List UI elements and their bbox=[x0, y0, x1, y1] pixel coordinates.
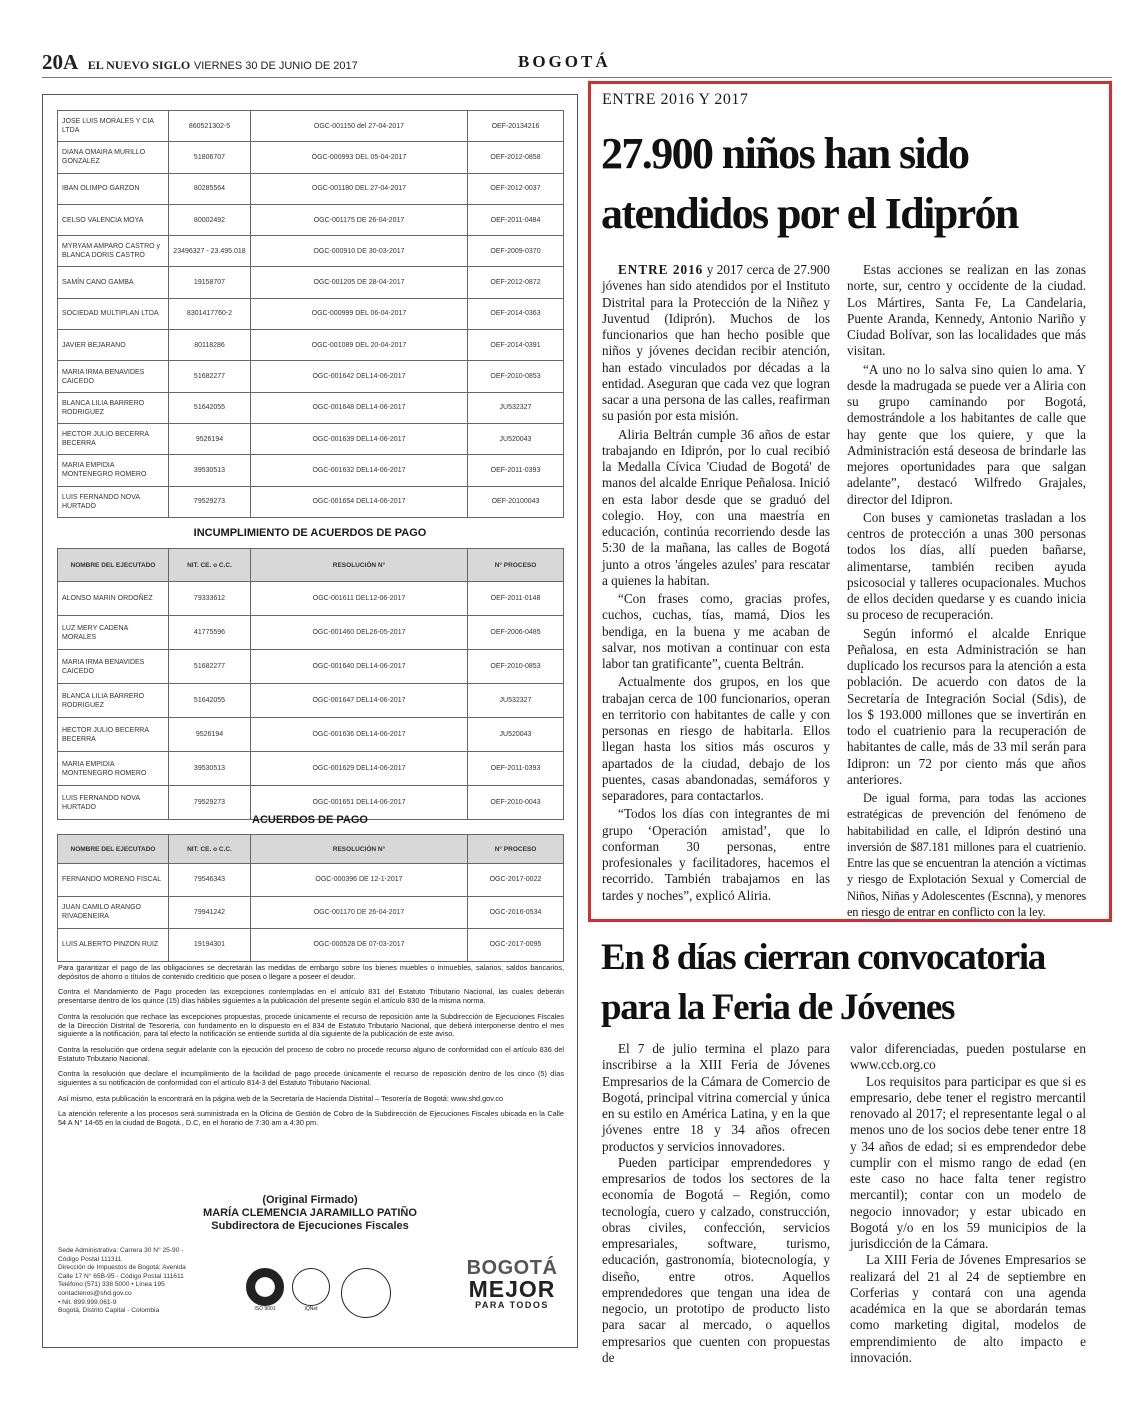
table-cell: MARIA IRMA BENAVIDES CAICEDO bbox=[58, 361, 169, 392]
table-cell: 51682277 bbox=[169, 650, 251, 684]
address-line: Sede Administrativa: Carrera 30 N° 25-90 - bbox=[58, 1247, 184, 1254]
table-cell: OEF-20100043 bbox=[468, 486, 564, 517]
icontec-label: ISO 9001 bbox=[254, 1306, 276, 1312]
table-cell: OEF-2012-0858 bbox=[468, 142, 564, 173]
table-cell: LUIS FERNANDO NOVA HURTADO bbox=[58, 786, 169, 820]
table-cell: 41775596 bbox=[169, 616, 251, 650]
article-paragraph: Con buses y camionetas trasladan a los centros de protección a unas 300 personas todos los días, allí pueden bañarse, alimentarse, también reciben ayuda psicosocial y talleres ocupacionales. Muchos de ellos deciden quedarse y es cuando inicia su proceso de recuperación. bbox=[847, 509, 1086, 623]
signed-note: (Original Firmado) bbox=[262, 1194, 358, 1206]
legal-paragraph: Contra la resolución que declare el incumplimiento de la facilidad de pago procede únicamente el recurso de reposición dentro de los cinco (5) días siguientes a su notificación de conformidad con el artículo 814-3 del Estatuto Tributario Nacional. bbox=[58, 1069, 564, 1088]
table-row bbox=[58, 650, 564, 684]
table-cell: OGC-001089 DEL 20-04-2017 bbox=[251, 330, 468, 361]
table-row bbox=[58, 330, 564, 361]
table-cell: OEF-2014-0391 bbox=[468, 330, 564, 361]
table-cell: 51806707 bbox=[169, 142, 251, 173]
acuerdos-table bbox=[57, 834, 564, 962]
table-header-cell: NIT. CE. o C.C. bbox=[169, 549, 251, 582]
table-cell: OGC-2017-0022 bbox=[468, 864, 564, 897]
table-cell: 51682277 bbox=[169, 361, 251, 392]
table-cell: OGC-000528 DE 07-03-2017 bbox=[251, 929, 468, 962]
table-row bbox=[58, 486, 564, 517]
legal-paragraph: Para garantizar el pago de las obligaciones se decretarán las medidas de embargo sobre los bienes muebles o inmuebles, salarios, saldos bancarios, depósitos de ahorro o títulos de contenido crediticio que posea o llegare a poseer el deudor. bbox=[58, 963, 564, 981]
table-cell: JU520043 bbox=[468, 423, 564, 454]
table-cell: OGC-000910 DE 30-03-2017 bbox=[251, 236, 468, 267]
table-cell: 51642055 bbox=[169, 392, 251, 423]
table-cell: OGC-001629 DEL14-06-2017 bbox=[251, 752, 468, 786]
table-header-cell: RESOLUCIÓN N° bbox=[251, 549, 468, 582]
article-paragraph: Pueden participar emprendedores y empresarios de todos los sectores de la economía de Bogotá – Región, como tecnología, cuero y calzado, construcción, obras civiles, confección, servicios empresariales, software, turismo, educación, gastronomía, biotecnología, y diseño, entre otros. Aquellos emprendedores que tengan una idea de negocio, un prototipo de producto listo para sacar al mercado, o aquellos empresarios que cuenten con propuestas de bbox=[602, 1154, 830, 1365]
table-header-cell: NIT. CE. o C.C. bbox=[169, 835, 251, 864]
table-cell: JOSE LUIS MORALES Y CIA LTDA bbox=[58, 111, 169, 142]
table-cell: OEF-2011-0393 bbox=[468, 455, 564, 486]
address-line: Código Postal 111311 bbox=[58, 1255, 122, 1263]
table-cell: OEF-2014-0363 bbox=[468, 298, 564, 329]
table-cell: JU532327 bbox=[468, 684, 564, 718]
table-cell: LUIS FERNANDO NOVA HURTADO bbox=[58, 486, 169, 517]
table-cell: OGC-000396 DE 12-1-2017 bbox=[251, 864, 468, 897]
table-cell: OGC-001205 DE 28-04-2017 bbox=[251, 267, 468, 298]
table-cell: HECTOR JULIO BECERRA BECERRA bbox=[58, 718, 169, 752]
legal-paragraph: Contra la resolución que ordena seguir adelante con la ejecución del proceso de cobro no procede recurso alguno de conformidad con el artículo 836 del Estatuto Tributario Nacional. bbox=[58, 1044, 564, 1063]
legal-paragraphs bbox=[58, 964, 564, 1135]
article-paragraph: La XIII Feria de Jóvenes Empresarios se realizará del 21 al 24 de septiembre en Corferias y contará con una agenda académica en la que se abordarán temas como marketing digital, modelos de emprendimiento de alto impacto e innovación. bbox=[850, 1252, 1086, 1365]
address-line: Calle 17 N° 65B-95 - Código Postal 111611 bbox=[58, 1272, 184, 1280]
address-line: • Nit. 899.999.061-9 bbox=[58, 1298, 117, 1306]
table-cell: OGC-000993 DEL 05-04-2017 bbox=[251, 142, 468, 173]
table-cell: FERNANDO MORENO FISCAL bbox=[58, 864, 169, 897]
debtors-table bbox=[57, 110, 564, 518]
address-line: contactenos@shd.gov.co bbox=[58, 1289, 132, 1297]
table-cell: OGC-001639 DEL14-06-2017 bbox=[251, 423, 468, 454]
table-cell: 9526194 bbox=[169, 423, 251, 454]
legal-paragraph: La atención referente a los procesos será suministrada en la Oficina de Gestión de Cobro de la Subdirección de Ejecuciones Fiscales ubicada en la Calle 54 A N° 14-65 en la ciudad de Bogotá., D.C, en el horario de 7:30 am a 4:30 pm. bbox=[58, 1109, 564, 1128]
table-header-cell: N° PROCESO bbox=[468, 549, 564, 582]
office-address bbox=[58, 1247, 238, 1316]
table-cell: OGC-000999 DEL 06-04-2017 bbox=[251, 298, 468, 329]
table-cell: OEF-2010-0043 bbox=[468, 786, 564, 820]
section-name: BOGOTÁ bbox=[518, 52, 611, 71]
table-cell: OEF-2010-0853 bbox=[468, 361, 564, 392]
issue-date: VIERNES 30 DE JUNIO DE 2017 bbox=[193, 60, 358, 72]
article-paragraph: valor diferenciadas, pueden postularse en www.ccb.org.co bbox=[850, 1041, 1086, 1073]
table-row bbox=[58, 361, 564, 392]
table-row bbox=[58, 684, 564, 718]
table-cell: IBAN OLIMPO GARZON bbox=[58, 173, 169, 204]
bogota-mejor-logo bbox=[462, 1258, 562, 1310]
table-cell: 80002492 bbox=[169, 204, 251, 235]
table-cell: JAVIER BEJARANO bbox=[58, 330, 169, 361]
table-cell: SOCIEDAD MULTIPLAN LTDA bbox=[58, 298, 169, 329]
table-cell: 9526194 bbox=[169, 718, 251, 752]
table-cell: OEF-2011-0393 bbox=[468, 752, 564, 786]
table-row bbox=[58, 111, 564, 142]
table-row bbox=[58, 752, 564, 786]
table-row bbox=[58, 896, 564, 929]
table-header-cell: NOMBRE DEL EJECUTADO bbox=[58, 549, 169, 582]
article-paragraph: “A uno no lo salva sino quien lo ama. Y desde la madrugada se puede ver a Aliria con su grupo caminando por Bogotá, demostrándole a los habitantes de calle que hay gente que los quiere, y que la Administración está deseosa de brindarle las mejores oportunidades para que salgan adelante”, destacó Wilfredo Grajales, director del Idipron. bbox=[847, 361, 1086, 507]
article-kicker: ENTRE 2016 Y 2017 bbox=[602, 91, 749, 108]
article2-column-1 bbox=[602, 1041, 830, 1366]
table-cell: OGC-001642 DEL14-06-2017 bbox=[251, 361, 468, 392]
table-cell: 19194301 bbox=[169, 929, 251, 962]
table-cell: CELSO VALENCIA MOYA bbox=[58, 204, 169, 235]
table-cell: OGC-001651 DEL14-06-2017 bbox=[251, 786, 468, 820]
table-cell: 51642055 bbox=[169, 684, 251, 718]
table-row bbox=[58, 423, 564, 454]
table-cell: 39530513 bbox=[169, 752, 251, 786]
article-column-1 bbox=[602, 262, 830, 906]
table-cell: 79529273 bbox=[169, 486, 251, 517]
table-cell: 79333612 bbox=[169, 582, 251, 616]
table-cell: OGC-001150 del 27-04-2017 bbox=[251, 111, 468, 142]
iqnet-label: IQNet bbox=[304, 1306, 318, 1312]
table-cell: BLANCA LILIA BARRERO RODRIGUEZ bbox=[58, 392, 169, 423]
publication-name: EL NUEVO SIGLO bbox=[87, 58, 191, 72]
table-row bbox=[58, 616, 564, 650]
table-row bbox=[58, 173, 564, 204]
address-line: Dirección de Impuestos de Bogotá: Avenida bbox=[58, 1264, 186, 1272]
article-column-2 bbox=[847, 262, 1086, 922]
table-row bbox=[58, 455, 564, 486]
table-cell: OEF-2011-0148 bbox=[468, 582, 564, 616]
signer-name: MARÍA CLEMENCIA JARAMILLO PATIÑO bbox=[203, 1207, 417, 1219]
table-row bbox=[58, 929, 564, 962]
table-header-cell: NOMBRE DEL EJECUTADO bbox=[58, 835, 169, 864]
article-paragraph bbox=[602, 262, 830, 425]
header-divider bbox=[42, 77, 1112, 78]
table-cell: 8301417760-2 bbox=[169, 298, 251, 329]
table-row bbox=[58, 236, 564, 267]
signer-role: Subdirectora de Ejecuciones Fiscales bbox=[211, 1220, 409, 1232]
iqnet-logo bbox=[291, 1268, 331, 1312]
table-row bbox=[58, 298, 564, 329]
table-header-cell: N° PROCESO bbox=[468, 835, 564, 864]
table-cell: OGC-001648 DEL14-06-2017 bbox=[251, 392, 468, 423]
table-cell: OGC-001170 DE 26-04-2017 bbox=[251, 896, 468, 929]
table-title-acuerdos: ACUERDOS DE PAGO bbox=[252, 814, 368, 826]
table-cell: LUZ MERY CADENA MORALES bbox=[58, 616, 169, 650]
table-cell: OGC-001640 DEL14-06-2017 bbox=[251, 650, 468, 684]
table-cell: OEF-2010-0853 bbox=[468, 650, 564, 684]
article-paragraph: Los requisitos para participar es que si es empresario, debe tener el registro mercantil renovado al 2017; el representante legal o al menos uno de los socios debe tener entre 18 y 34 años de edad; si es emprendedor debe cumplir con el mismo rango de edad (en este caso no hace falta tener registro mercantil); contar con un modelo de negocio innovador; y estar ubicado en Bogotá y/o en los 59 municipios de la jurisdicción de la Cámara. bbox=[850, 1073, 1086, 1251]
table-cell: MYRYAM AMPARO CASTRO y BLANCA DORIS CASTRO bbox=[58, 236, 169, 267]
table-cell: OEF-2012-0037 bbox=[468, 173, 564, 204]
colombia-seal-icon bbox=[338, 1268, 394, 1318]
table-cell: LUIS ALBERTO PINZON RUIZ bbox=[58, 929, 169, 962]
table-cell: 79546343 bbox=[169, 864, 251, 897]
lead-in: ENTRE 2016 bbox=[618, 262, 704, 277]
page-header bbox=[42, 50, 358, 75]
table-cell: ALONSO MARIN ORDOÑEZ bbox=[58, 582, 169, 616]
legal-paragraph: Contra la resolución que rechace las excepciones propuestas, procede únicamente el recurso de reposición ante la Subdirección de Ejecuciones Fiscales de la Dirección Distrital de Tesorería, con fundamento en lo dispuesto en el 834 de Estatuto Tributario Nacional, que deberá interponerse dentro el mes siguiente a la notificación, para tal efecto la notificación se entiende surtida al día siguiente de la publicación de este aviso. bbox=[58, 1011, 564, 1039]
table-cell: OGC-001647 DEL14-06-2017 bbox=[251, 684, 468, 718]
table-cell: 80285564 bbox=[169, 173, 251, 204]
table-cell: OEF-2011-0484 bbox=[468, 204, 564, 235]
table-row bbox=[58, 142, 564, 173]
table-cell: OEF-20134216 bbox=[468, 111, 564, 142]
table-cell: OEF-2012-0872 bbox=[468, 267, 564, 298]
table-row bbox=[58, 204, 564, 235]
table-cell: MARIA IRMA BENAVIDES CAICEDO bbox=[58, 650, 169, 684]
table-cell: OGC-001654 DEL14-06-2017 bbox=[251, 486, 468, 517]
logo-line: PARA TODOS bbox=[475, 1300, 549, 1310]
article-paragraph: “Todos los días con integrantes de mi grupo ‘Operación amistad’, que lo conforman 30 personas, entre profesionales y facilitadores, hacemos el recorrido. También trabajamos en las tardes y noches”, explicó Aliria. bbox=[602, 806, 830, 903]
table-cell: OGC-001460 DEL26-05-2017 bbox=[251, 616, 468, 650]
table-row bbox=[58, 267, 564, 298]
address-line: Bogotá, Distrito Capital - Colombia bbox=[58, 1307, 160, 1315]
table-cell: 79941242 bbox=[169, 896, 251, 929]
address-line: Teléfono (571) 338 5000 • Línea 195 bbox=[58, 1281, 165, 1289]
table-cell: 80118286 bbox=[169, 330, 251, 361]
article-headline-2: En 8 días cierran convocatoria para la Feria de Jóvenes bbox=[601, 937, 1046, 1028]
article-headline: 27.900 niños han sido atendidos por el Idiprón bbox=[601, 129, 1018, 238]
table-cell: OGC-001632 DEL14-06-2017 bbox=[251, 455, 468, 486]
signature-block bbox=[42, 1194, 578, 1233]
table-cell: JU532327 bbox=[468, 392, 564, 423]
table-cell: OGC-2017-0095 bbox=[468, 929, 564, 962]
paragraph-text: y 2017 cerca de 27.900 jóvenes han sido atendidos por el Instituto Distrital para la Protección de la Niñez y Juventud (Idiprón). Muchos de los funcionarios que han hecho posible que niños y jóvenes decidan recibir atención, han estado vinculados por décadas a la entidad. Aseguran que cada vez que logran sacar a una persona de las calles, reafirman su pasión por esta misión. bbox=[602, 262, 830, 424]
table-cell: MARIA EMPIDIA MONTENEGRO ROMERO bbox=[58, 752, 169, 786]
table-cell: JU520043 bbox=[468, 718, 564, 752]
logo-line: BOGOTÁ bbox=[466, 1257, 558, 1279]
table-cell: SAMÍN CANO GAMBA bbox=[58, 267, 169, 298]
table-title-incumplimiento: INCUMPLIMIENTO DE ACUERDOS DE PAGO bbox=[193, 527, 427, 539]
table-cell: BLANCA LILIA BARRERO RODRIGUEZ bbox=[58, 684, 169, 718]
legal-paragraph: Contra el Mandamiento de Pago proceden las excepciones contempladas en el artículo 831 del Estatuto Tributario Nacional, las cuales deberán presentarse dentro de los quince (15) días hábiles siguientes a la publicación del presente según el artículo 830 de la misma norma. bbox=[58, 987, 564, 1006]
table-cell: OGC-2016-0534 bbox=[468, 896, 564, 929]
table-cell: OGC-001611 DEL12-06-2017 bbox=[251, 582, 468, 616]
article-paragraph: Estas acciones se realizan en las zonas norte, sur, centro y occidente de la ciudad. Los Mártires, Santa Fe, La Candelaria, Puente Aranda, Kennedy, Antonio Nariño y Ciudad Bolívar, son las localidades que más visitan. bbox=[847, 262, 1086, 359]
icontec-logo bbox=[244, 1268, 286, 1312]
table-cell: OEF-2009-0370 bbox=[468, 236, 564, 267]
table-header-cell: RESOLUCIÓN N° bbox=[251, 835, 468, 864]
table-cell: 79529273 bbox=[169, 786, 251, 820]
table-cell: MARIA EMPIDIA MONTENEGRO ROMERO bbox=[58, 455, 169, 486]
article-paragraph: Según informó el alcalde Enrique Peñalosa, en esta Administración se han duplicado los recursos para la atención a esta población. De acuerdo con datos de la Secretaría de Integración Social (Sdis), de los $ 193.000 millones que se invertirán en todo el cuatrienio para la recuperación de habitantes de calle, más de 33 mil serán para Idipron: un 72 por ciento más que años anteriores. bbox=[847, 625, 1086, 787]
article-paragraph: El 7 de julio termina el plazo para inscribirse a la XIII Feria de Jóvenes Empresarios de la Cámara de Comercio de Bogotá, principal vitrina comercial y única en su estilo en América Latina, y en la que jóvenes entre 18 y 34 años ofrecen productos y servicios innovadores. bbox=[602, 1041, 830, 1154]
table-cell: 23496327 - 23.495.018 bbox=[169, 236, 251, 267]
article-paragraph: “Con frases como, gracias profes, cuchos, cuchas, tías, mamá, Dios les bendiga, en la buena y me acaban de salvar, nos motivan a continuar con esta labor tan gratificante”, cuenta Beltrán. bbox=[602, 591, 830, 671]
logo-line: MEJOR bbox=[468, 1276, 556, 1302]
table-cell: JUAN CAMILO ARANGO RIVADENEIRA bbox=[58, 896, 169, 929]
table-row bbox=[58, 718, 564, 752]
article-paragraph: Aliria Beltrán cumple 36 años de estar trabajando en Idiprón, por lo cual recibió la Medalla Cívica 'Ciudad de Bogotá' de manos del alcalde Enrique Peñalosa. Inició en esta labor desde que se graduó del colegio. Hoy, con una maestría en educación, continúa recorriendo desde las 5:30 de la mañana, las calles de Bogotá junto a otros 'ángeles azules' para rescatar a quienes la habitan. bbox=[602, 426, 830, 588]
table-cell: HECTOR JULIO BECERRA BECERRA bbox=[58, 423, 169, 454]
incumplimiento-table bbox=[57, 548, 564, 820]
table-cell: 860521302-5 bbox=[169, 111, 251, 142]
table-cell: OGC-001175 DE 26-04-2017 bbox=[251, 204, 468, 235]
table-cell: 39530513 bbox=[169, 455, 251, 486]
page-number: 20A bbox=[42, 50, 79, 74]
legal-paragraph: Así mismo, esta publicación la encontrará en la página web de la Secretaría de Hacienda Distrital – Tesorería de Bogotá: www.shd.gov.co bbox=[58, 1093, 504, 1103]
table-cell: 19158707 bbox=[169, 267, 251, 298]
table-cell: OGC-001636 DEL14-06-2017 bbox=[251, 718, 468, 752]
table-row bbox=[58, 582, 564, 616]
article-paragraph: De igual forma, para todas las acciones estratégicas de prevención del fenómeno de habitabilidad en calle, el Idiprón destinó una inversión de $87.181 millones para el cuatrienio. Entre las que se encuentran la atención a víctimas y riesgo de Explotación Sexual y Comercial de Niños, Niñas y Adolescentes (Escnna), y menores en riesgo de entrar en conflicto con la ley. bbox=[847, 791, 1086, 919]
article-paragraph: Actualmente dos grupos, en los que trabajan cerca de 100 funcionarios, operan en territorio con habitantes de calle y con personas en riesgo de habitarla. Ellos llegan hasta los sitios más oscuros y apartados de la ciudad, debajo de los puentes, casas abandonadas, semáforos y separadores, para contactarlos. bbox=[602, 674, 830, 803]
table-cell: DIANA OMAIRA MURILLO GONZALEZ bbox=[58, 142, 169, 173]
table-cell: OGC-001180 DEL 27-04-2017 bbox=[251, 173, 468, 204]
article2-column-2 bbox=[850, 1041, 1086, 1366]
table-cell: OEF-2006-0485 bbox=[468, 616, 564, 650]
table-row bbox=[58, 864, 564, 897]
table-row bbox=[58, 392, 564, 423]
